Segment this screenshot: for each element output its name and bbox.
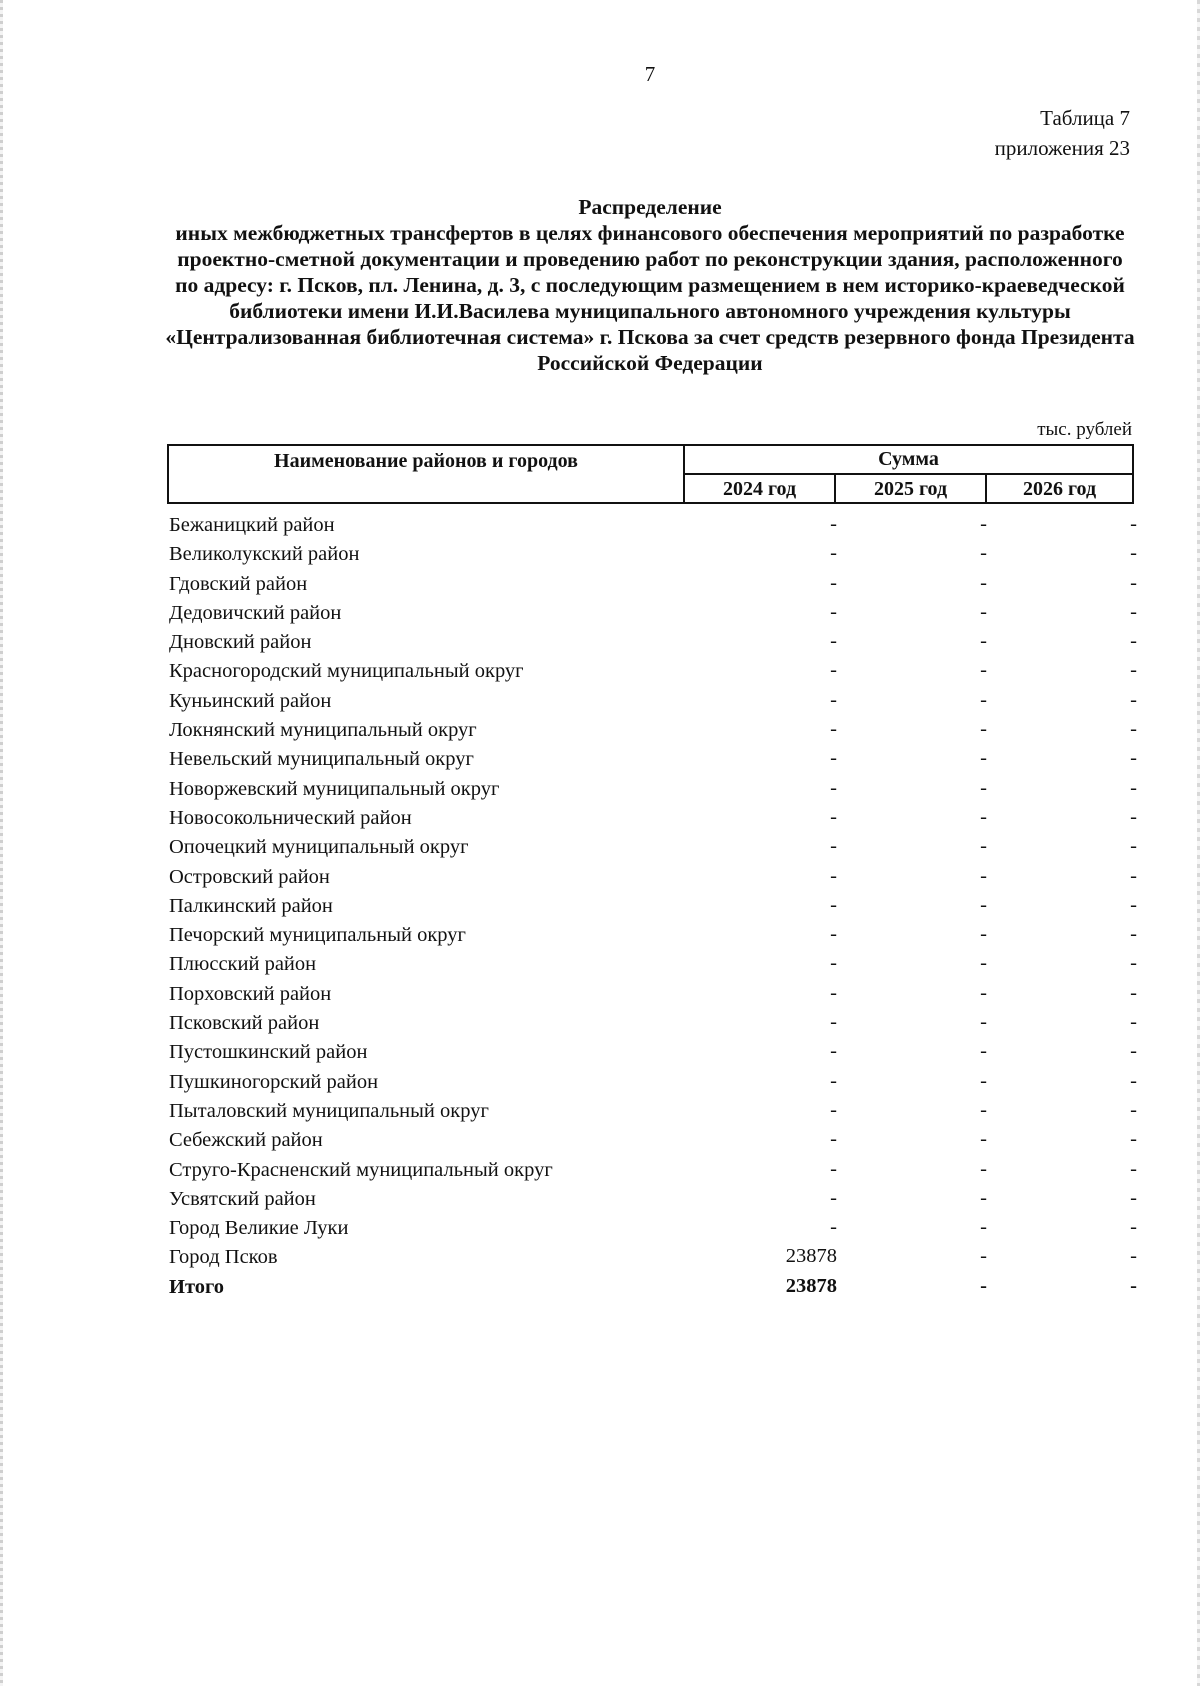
row-value-2024: - bbox=[830, 513, 837, 535]
row-value-2026: - bbox=[1130, 1157, 1137, 1180]
column-header-sum: Сумма bbox=[685, 446, 1132, 475]
row-name: Островский район bbox=[169, 865, 330, 888]
row-value-2026: - bbox=[1130, 1128, 1137, 1151]
row-value-2024: - bbox=[830, 952, 837, 975]
row-value-2026: - bbox=[1130, 571, 1137, 594]
row-value-2024: - bbox=[830, 659, 837, 682]
row-name: Пустошкинский район bbox=[169, 1041, 368, 1064]
table-body bbox=[169, 510, 1137, 1301]
row-value-2025: - bbox=[980, 513, 987, 535]
table-row bbox=[169, 862, 1137, 891]
row-name: Бежаницкий район bbox=[169, 514, 335, 536]
table-total-row bbox=[169, 1272, 1137, 1301]
row-name: Великолукский район bbox=[169, 543, 360, 566]
table-row bbox=[169, 744, 1137, 773]
row-value-2025: - bbox=[980, 1274, 987, 1297]
row-name: Невельский муниципальный округ bbox=[169, 748, 474, 771]
row-value-2026: - bbox=[1130, 747, 1137, 770]
row-value-2025: - bbox=[980, 1011, 987, 1034]
row-value-2024: - bbox=[830, 571, 837, 594]
page-number: 7 bbox=[644, 62, 656, 86]
row-name: Усвятский район bbox=[169, 1187, 316, 1210]
column-header-name: Наименование районов и городов bbox=[169, 446, 685, 502]
table-row bbox=[169, 920, 1137, 949]
row-value-2025: - bbox=[980, 981, 987, 1004]
row-value-2024: - bbox=[830, 1216, 837, 1239]
table-reference-line1: Таблица 7 bbox=[1040, 106, 1130, 130]
row-value-2026: - bbox=[1130, 1216, 1137, 1239]
row-value-2025: - bbox=[980, 805, 987, 828]
row-value-2026: - bbox=[1130, 718, 1137, 741]
row-value-2024: - bbox=[830, 747, 837, 770]
row-value-2024: - bbox=[830, 1157, 837, 1180]
row-value-2025: - bbox=[980, 1069, 987, 1092]
row-value-2025: - bbox=[980, 923, 987, 946]
row-value-2024: - bbox=[830, 1040, 837, 1063]
row-value-2025: - bbox=[980, 542, 987, 565]
row-value-2026: - bbox=[1130, 1069, 1137, 1092]
column-header-2024: 2024 год bbox=[685, 475, 836, 502]
row-name: Дновский район bbox=[169, 631, 312, 654]
row-name: Палкинский район bbox=[169, 894, 333, 917]
row-value-2024: - bbox=[830, 1128, 837, 1151]
row-value-2026: - bbox=[1130, 688, 1137, 711]
units-label: тыс. рублей bbox=[1037, 419, 1132, 440]
row-value-2024: - bbox=[830, 1098, 837, 1121]
table-row bbox=[169, 686, 1137, 715]
row-value-2024: - bbox=[830, 776, 837, 799]
row-value-2024: - bbox=[830, 688, 837, 711]
table-row bbox=[169, 891, 1137, 920]
row-value-2024: 23878 bbox=[785, 1274, 837, 1297]
row-value-2026: - bbox=[1130, 835, 1137, 858]
row-value-2026: - bbox=[1130, 1098, 1137, 1121]
row-value-2024: - bbox=[830, 600, 837, 623]
row-value-2025: - bbox=[980, 1098, 987, 1121]
column-header-2025: 2025 год bbox=[836, 475, 987, 502]
table-row bbox=[169, 1155, 1137, 1184]
table-row bbox=[169, 1125, 1137, 1154]
row-value-2024: - bbox=[830, 805, 837, 828]
table-reference-line2: приложения 23 bbox=[994, 136, 1130, 160]
row-value-2026: - bbox=[1130, 513, 1137, 535]
row-value-2025: - bbox=[980, 718, 987, 741]
table-row bbox=[169, 832, 1137, 861]
row-value-2025: - bbox=[980, 893, 987, 916]
row-value-2024: - bbox=[830, 864, 837, 887]
row-value-2026: - bbox=[1130, 864, 1137, 887]
table-row bbox=[169, 656, 1137, 685]
row-value-2024: - bbox=[830, 835, 837, 858]
row-value-2024: - bbox=[830, 981, 837, 1004]
row-name: Куньинский район bbox=[169, 689, 332, 712]
row-value-2025: - bbox=[980, 1040, 987, 1063]
total-label: Итого bbox=[169, 1275, 225, 1298]
row-name: Гдовский район bbox=[169, 572, 308, 595]
row-value-2026: - bbox=[1130, 805, 1137, 828]
row-value-2026: - bbox=[1130, 1186, 1137, 1209]
row-name: Пушкиногорский район bbox=[169, 1070, 379, 1093]
table-row bbox=[169, 569, 1137, 598]
row-value-2026: - bbox=[1130, 952, 1137, 975]
column-header-2026: 2026 год bbox=[1022, 478, 1097, 500]
document-heading bbox=[165, 194, 1135, 376]
row-name: Печорский муниципальный округ bbox=[169, 924, 466, 947]
table-row bbox=[169, 1037, 1137, 1066]
table-row bbox=[169, 1242, 1137, 1271]
row-value-2025: - bbox=[980, 630, 987, 653]
row-value-2025: - bbox=[980, 952, 987, 975]
table-row bbox=[169, 1008, 1137, 1037]
row-value-2026: - bbox=[1130, 1040, 1137, 1063]
row-value-2025: - bbox=[980, 1245, 987, 1268]
row-value-2026: - bbox=[1130, 659, 1137, 682]
table-row bbox=[169, 539, 1137, 568]
row-value-2026: - bbox=[1130, 1245, 1137, 1268]
row-value-2025: - bbox=[980, 688, 987, 711]
row-value-2025: - bbox=[980, 776, 987, 799]
table-row bbox=[169, 1184, 1137, 1213]
scan-edge-left bbox=[0, 0, 3, 1686]
row-name: Красногородский муниципальный округ bbox=[169, 660, 524, 683]
heading-title: Распределение bbox=[578, 195, 722, 219]
table-row bbox=[169, 949, 1137, 978]
row-value-2026: - bbox=[1130, 776, 1137, 799]
row-value-2025: - bbox=[980, 747, 987, 770]
row-value-2025: - bbox=[980, 1186, 987, 1209]
table-row bbox=[169, 1096, 1137, 1125]
row-value-2024: - bbox=[830, 893, 837, 916]
row-name: Пыталовский муниципальный округ bbox=[169, 1099, 489, 1122]
row-value-2025: - bbox=[980, 835, 987, 858]
table-row bbox=[169, 598, 1137, 627]
row-name: Город Псков bbox=[169, 1246, 278, 1269]
table-row bbox=[169, 510, 1137, 539]
row-value-2026: - bbox=[1130, 981, 1137, 1004]
row-value-2024: - bbox=[830, 1011, 837, 1034]
row-name: Себежский район bbox=[169, 1129, 323, 1152]
row-value-2025: - bbox=[980, 659, 987, 682]
table-row bbox=[169, 979, 1137, 1008]
row-value-2024: 23878 bbox=[785, 1245, 837, 1268]
row-value-2026: - bbox=[1130, 630, 1137, 653]
row-value-2025: - bbox=[980, 571, 987, 594]
row-name: Локнянский муниципальный округ bbox=[169, 719, 477, 742]
table-row bbox=[169, 774, 1137, 803]
row-value-2026: - bbox=[1130, 1274, 1137, 1297]
row-value-2025: - bbox=[980, 1216, 987, 1239]
table-row bbox=[169, 803, 1137, 832]
row-value-2024: - bbox=[830, 1186, 837, 1209]
row-value-2025: - bbox=[980, 1157, 987, 1180]
row-name: Плюсский район bbox=[169, 953, 317, 976]
row-value-2024: - bbox=[830, 1069, 837, 1092]
table-row bbox=[169, 1067, 1137, 1096]
row-name: Город Великие Луки bbox=[169, 1217, 349, 1240]
row-name: Дедовичский район bbox=[169, 601, 342, 624]
row-name: Опочецкий муниципальный округ bbox=[169, 836, 469, 859]
table-row bbox=[169, 627, 1137, 656]
row-value-2026: - bbox=[1130, 923, 1137, 946]
row-value-2026: - bbox=[1130, 893, 1137, 916]
row-value-2026: - bbox=[1130, 1011, 1137, 1034]
row-value-2024: - bbox=[830, 630, 837, 653]
table-row bbox=[169, 715, 1137, 744]
row-value-2026: - bbox=[1130, 542, 1137, 565]
row-name: Струго-Красненский муниципальный округ bbox=[169, 1158, 553, 1181]
heading-body: иных межбюджетных трансфертов в целях финансового обеспечения мероприятий по разработке проектно-сметной документации и проведению работ по реконструкции здания, расположенного по адресу: г. Псков, пл. Ленина, д. 3, с последующим размещением в нем историко-краеведческой библиотеки имени И.И.Василева муниципального автономного учреждения культуры «Централизованная библиотечная система» г. Пскова за счет средств резервного фонда Президента Российской Федерации bbox=[165, 221, 1135, 375]
row-value-2024: - bbox=[830, 718, 837, 741]
row-name: Псковский район bbox=[169, 1012, 320, 1035]
row-value-2024: - bbox=[830, 542, 837, 565]
row-name: Порховский район bbox=[169, 982, 332, 1005]
row-name: Новоржевский муниципальный округ bbox=[169, 777, 500, 800]
row-value-2024: - bbox=[830, 923, 837, 946]
row-value-2025: - bbox=[980, 600, 987, 623]
table-row bbox=[169, 1213, 1137, 1242]
table-reference bbox=[995, 103, 1130, 163]
row-name: Новосокольнический район bbox=[169, 806, 412, 829]
row-value-2026: - bbox=[1130, 600, 1137, 623]
row-value-2025: - bbox=[980, 1128, 987, 1151]
row-value-2025: - bbox=[980, 864, 987, 887]
table-header bbox=[167, 444, 1134, 504]
